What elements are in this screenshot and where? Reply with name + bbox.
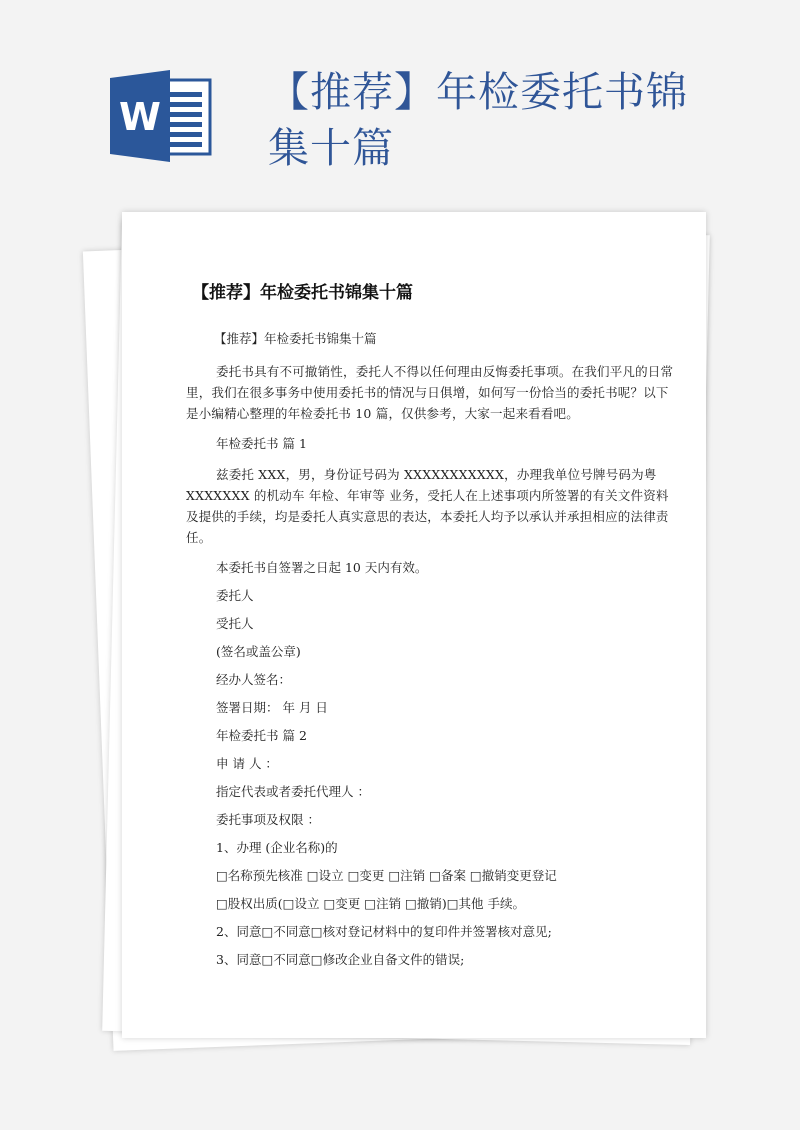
entrusted-matters-line: 委托事项及权限 ： [216, 812, 320, 827]
validity-line: 本委托书自签署之日起 10 天内有效。 [216, 560, 428, 575]
intro-paragraph: 委托书具有不可撤销性，委托人不得以任何理由反悔委托事项。在我们平凡的日常里，我们在很多事务中使用委托书的情况与日俱增，如何写一份恰当的委托书呢？以下是小编精心整理的年检委托书 10 篇，仅供参考，大家一起来看看吧。 [186, 364, 674, 421]
sign-date-line: 签署日期： 年 月 日 [216, 700, 328, 715]
item2-line: 2、同意□不同意□核对登记材料中的复印件并签署核对意见; [216, 924, 552, 939]
document-subheading: 【推荐】年检委托书锦集十篇 [214, 331, 377, 346]
item1-line: 1、办理 (企业名称)的 [216, 840, 338, 855]
page-title-line2: 集十篇 [268, 124, 394, 172]
page-title-line1: 【推荐】年检委托书锦 [268, 68, 688, 116]
section2-title: 年检委托书 篇 2 [216, 728, 307, 743]
word-logo-icon [110, 70, 218, 162]
item1-options-line: □名称预先核准 □设立 □变更 □注销 □备案 □撤销变更登记 [216, 868, 557, 883]
item3-line: 3、同意□不同意□修改企业自备文件的错误; [216, 952, 465, 967]
word-logo-letter: W [119, 95, 161, 139]
handler-sign-line: 经办人签名： [216, 672, 292, 687]
applicant-line: 申 请 人 ： [216, 756, 278, 771]
section1-paragraph: 兹委托 XXX，男，身份证号码为 XXXXXXXXXXX，办理我单位号牌号码为粤 XXXXXXX 的机动车 年检、年审等 业务，受托人在上述事项内所签署的有关文件资料及提供的手续，均是委托人真实意思的表达，本委托人均予以承认并承担相应的法律责任。 [186, 467, 669, 545]
document-heading: 【推荐】年检委托书锦集十篇 [192, 283, 413, 303]
page-title [268, 64, 768, 176]
document-body [186, 278, 676, 980]
principal-line: 委托人 [216, 588, 254, 603]
sign-seal-line: (签名或盖公章) [216, 644, 301, 659]
agent-line: 受托人 [216, 616, 254, 631]
item1-options2-line: □股权出质(□设立 □变更 □注销 □撤销)□其他 手续。 [216, 896, 526, 911]
designated-rep-line: 指定代表或者委托代理人 ： [216, 784, 370, 799]
section1-title: 年检委托书 篇 1 [216, 436, 307, 451]
